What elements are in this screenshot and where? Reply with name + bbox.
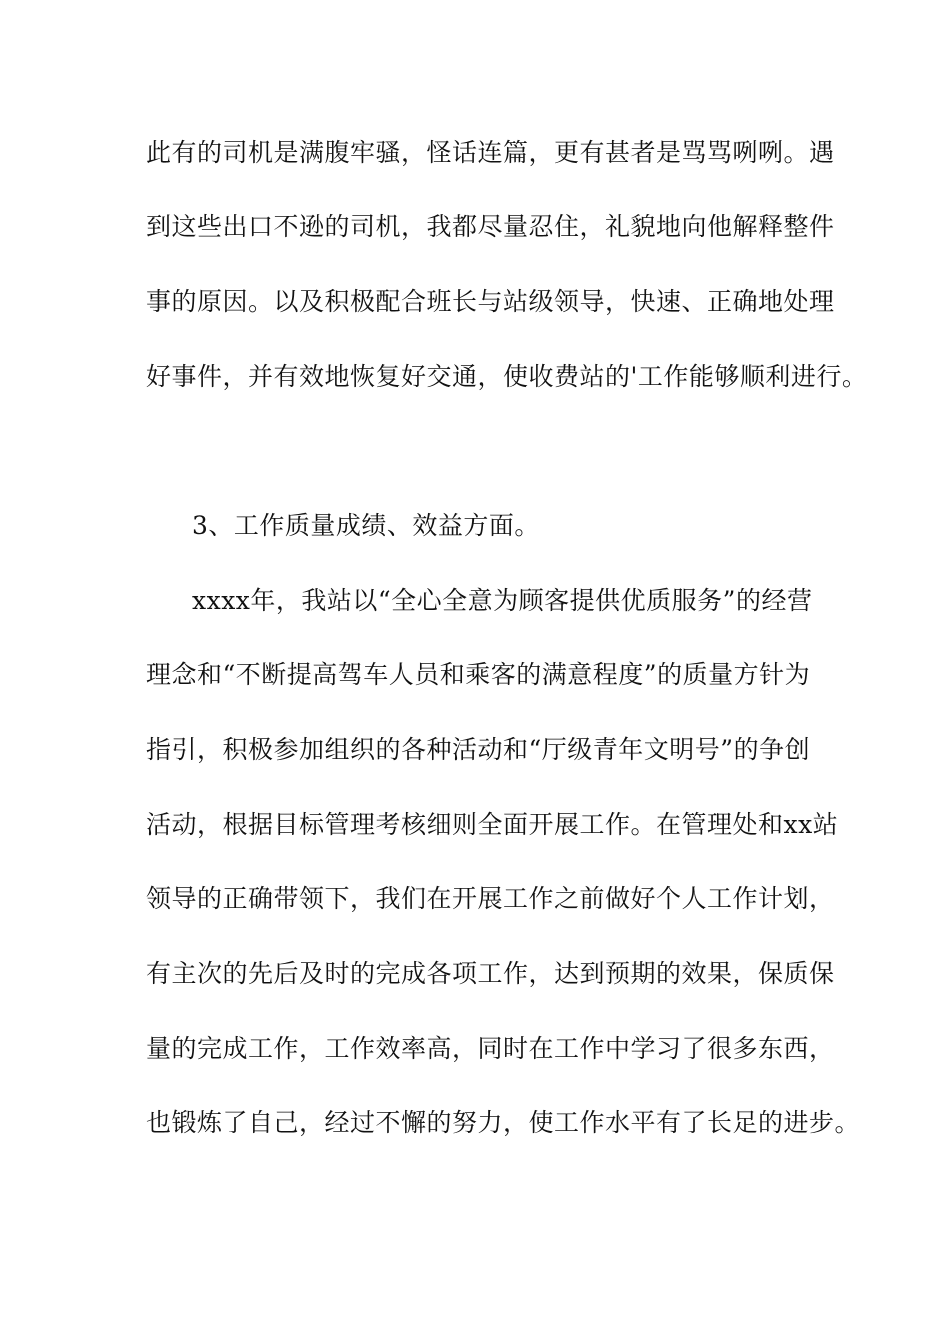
paragraph-main-line-3: 指引，积极参加组织的各种活动和“厅级青年文明号”的争创: [146, 735, 811, 764]
paragraph-continued-line-3: 事的原因。以及积极配合班长与站级领导，快速、正确地处理: [146, 287, 835, 316]
paragraph-continued-line-2: 到这些出口不逊的司机，我都尽量忍住，礼貌地向他解释整件: [146, 212, 835, 241]
paragraph-main-line-2: 理念和“不断提高驾车人员和乘客的满意程度”的质量方针为: [146, 660, 811, 689]
paragraph-continued-line-4: 好事件，并有效地恢复好交通，使收费站的'工作能够顺利进行。: [146, 362, 868, 391]
paragraph-main-line-8: 也锻炼了自己，经过不懈的努力，使工作水平有了长足的进步。: [146, 1108, 861, 1137]
paragraph-main-line-1: xxxx年，我站以“全心全意为顾客提供优质服务”的经营: [192, 586, 813, 615]
paragraph-main-line-4: 活动，根据目标管理考核细则全面开展工作。在管理处和xx站: [146, 810, 839, 839]
section-heading: 3、工作质量成绩、效益方面。: [192, 511, 540, 540]
paragraph-main-line-7: 量的完成工作，工作效率高，同时在工作中学习了很多东西，: [146, 1034, 835, 1063]
paragraph-main-line-5: 领导的正确带领下，我们在开展工作之前做好个人工作计划，: [146, 884, 835, 913]
paragraph-main-line-6: 有主次的先后及时的完成各项工作，达到预期的效果，保质保: [146, 959, 835, 988]
paragraph-continued-line-1: 此有的司机是满腹牢骚，怪话连篇，更有甚者是骂骂咧咧。遇: [146, 138, 835, 167]
